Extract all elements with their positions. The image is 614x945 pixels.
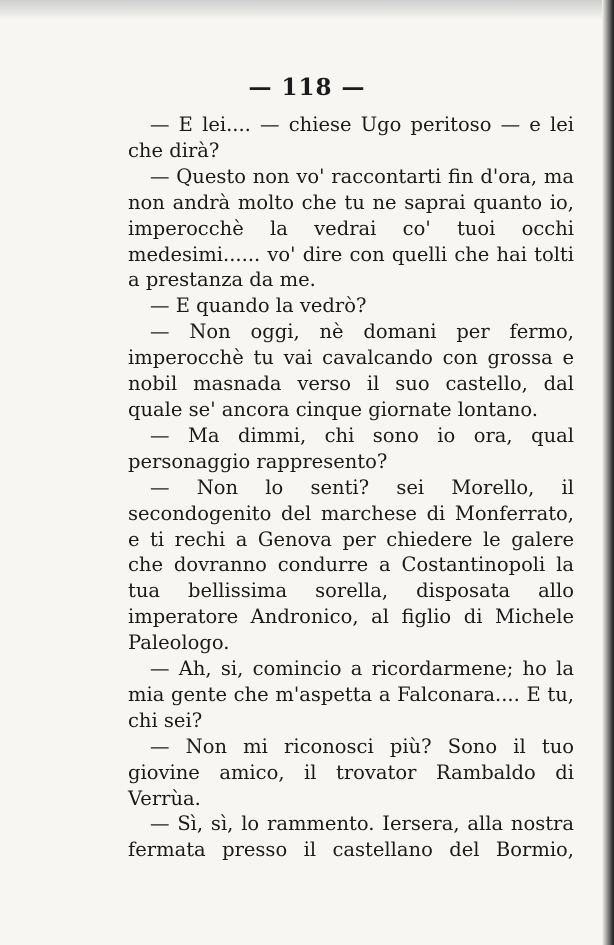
paragraph: — E quando la vedrò? bbox=[150, 294, 367, 318]
paragraph: — Non mi riconosci più? Sono il tuo giovine amico, il trovator Rambaldo di Verrùa. bbox=[128, 734, 574, 810]
paragraph: — Questo non vo' raccontarti fin d'ora, ma non andrà molto che tu ne saprai quanto io, imperocchè la vedrai co' tuoi occhi medesimi...... vo' dire con quelli che hai tolti a prestanza da me. bbox=[128, 164, 574, 292]
paragraph: — Ah, si, comincio a ricordarmene; ho la mia gente che m'aspetta a Falconara.... E tu, chi sei? bbox=[128, 657, 574, 732]
page-body-text bbox=[128, 112, 574, 863]
paragraph: — Ma dimmi, chi sono io ora, qual personaggio rappresento? bbox=[128, 423, 574, 473]
paragraph: — Non lo senti? sei Morello, il secondogenito del marchese di Monferrato, e ti rechi a Genova per chiedere le galere che dovranno condurre a Costantinopoli la tua bellissima sorella, disposata allo imperatore Andronico, al figlio di Michele Paleologo. bbox=[128, 475, 574, 655]
paragraph: — E lei.... — chiese Ugo peritoso — e lei che dirà? bbox=[128, 113, 574, 162]
paragraph: — Sì, sì, lo rammento. Iersera, alla nostra fermata presso il castellano del Bormio, bbox=[128, 812, 574, 862]
page-number: — 118 — bbox=[248, 74, 366, 101]
page-right-binding-shadow bbox=[602, 0, 614, 945]
page-top-shadow bbox=[0, 0, 614, 20]
paragraph: — Non oggi, nè domani per fermo, imperocchè tu vai cavalcando con grossa e nobil masnada verso il suo castello, dal quale se' ancora cinque giornate lontano. bbox=[128, 320, 574, 421]
